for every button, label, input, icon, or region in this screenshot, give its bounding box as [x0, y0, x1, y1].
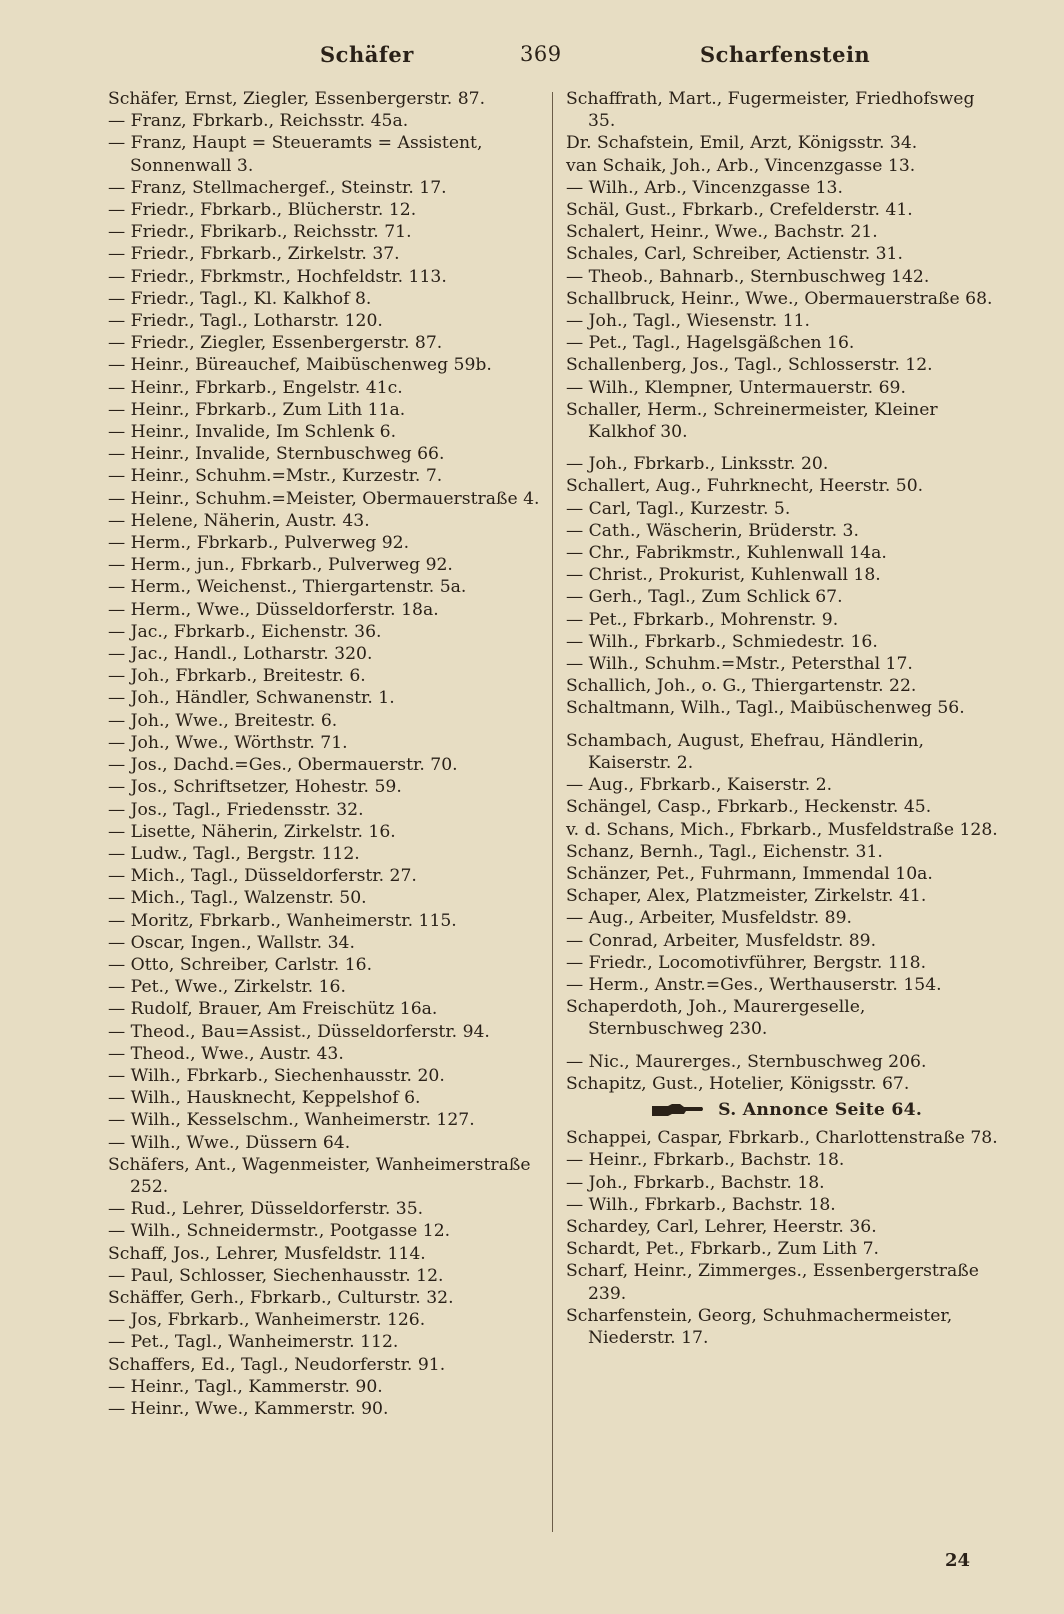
directory-entry: Schallenberg, Jos., Tagl., Schlosserstr. 12. — [566, 355, 933, 376]
header-right-word: Scharfenstein — [700, 42, 871, 67]
directory-entry: — Pet., Wwe., Zirkelstr. 16. — [108, 977, 346, 998]
directory-entry: — Conrad, Arbeiter, Musfeldstr. 89. — [566, 930, 877, 951]
directory-entry: Schaper, Alex, Platzmeister, Zirkelstr. 41. — [566, 886, 927, 907]
directory-entry: — Heinr., Tagl., Kammerstr. 90. — [108, 1376, 383, 1397]
directory-entry: — Joh., Wwe., Breitestr. 6. — [108, 710, 338, 731]
directory-entry: — Friedr., Fbrkarb., Blücherstr. 12. — [108, 200, 417, 221]
directory-entry: — Moritz, Fbrkarb., Wanheimerstr. 115. — [108, 910, 457, 931]
directory-entry: Schänzer, Pet., Fuhrmann, Immendal 10a. — [566, 863, 933, 884]
directory-entry: — Franz, Fbrkarb., Reichsstr. 45a. — [108, 111, 409, 132]
directory-entry: — Cath., Wäscherin, Brüderstr. 3. — [566, 520, 859, 541]
directory-entry: — Aug., Arbeiter, Musfeldstr. 89. — [566, 908, 852, 929]
directory-entry: — Heinr., Fbrkarb., Zum Lith 11a. — [108, 399, 406, 420]
directory-entry: — Paul, Schlosser, Siechenhausstr. 12. — [108, 1265, 444, 1286]
directory-entry: — Herm., jun., Fbrkarb., Pulverweg 92. — [108, 555, 453, 576]
pointing-hand-icon — [650, 1102, 704, 1118]
directory-entry: — Pet., Fbrkarb., Mohrenstr. 9. — [566, 609, 839, 630]
directory-entry: Schanz, Bernh., Tagl., Eichenstr. 31. — [566, 841, 883, 862]
directory-entry: — Rudolf, Brauer, Am Freischütz 16a. — [108, 999, 438, 1020]
directory-entry: — Otto, Schreiber, Carlstr. 16. — [108, 954, 373, 975]
directory-entry: — Jos., Schriftsetzer, Hohestr. 59. — [108, 777, 402, 798]
directory-entry: — Wilh., Arb., Vincenzgasse 13. — [566, 177, 843, 198]
directory-entry: — Pet., Tagl., Wanheimerstr. 112. — [108, 1332, 399, 1353]
column-divider — [552, 92, 553, 1532]
directory-entry: — Jos, Fbrkarb., Wanheimerstr. 126. — [108, 1310, 426, 1331]
directory-entry: — Joh., Wwe., Wörthstr. 71. — [108, 732, 348, 753]
directory-entry: — Christ., Prokurist, Kuhlenwall 18. — [566, 565, 881, 586]
directory-entry: — Wilh., Schneidermstr., Pootgasse 12. — [108, 1221, 451, 1242]
directory-entry: — Friedr., Locomotivführer, Bergstr. 118. — [566, 952, 927, 973]
directory-entry: Schardt, Pet., Fbrkarb., Zum Lith 7. — [566, 1239, 879, 1260]
directory-entry: — Mich., Tagl., Düsseldorferstr. 27. — [108, 866, 417, 887]
directory-entry: — Joh., Tagl., Wiesenstr. 11. — [566, 311, 811, 332]
directory-entry: — Friedr., Fbrkmstr., Hochfeldstr. 113. — [108, 266, 447, 287]
directory-entry: Schalert, Heinr., Wwe., Bachstr. 21. — [566, 222, 878, 243]
directory-entry: Schängel, Casp., Fbrkarb., Heckenstr. 45. — [566, 797, 932, 818]
directory-entry: — Lisette, Näherin, Zirkelstr. 16. — [108, 821, 396, 842]
directory-entry: — Jos., Dachd.=Ges., Obermauerstr. 70. — [108, 755, 458, 776]
directory-entry: — Wilh., Kesselschm., Wanheimerstr. 127. — [108, 1110, 475, 1131]
directory-entry: Scharfenstein, Georg, Schuhmachermeister, Niederstr. 17. — [566, 1305, 953, 1348]
directory-entry: v. d. Schans, Mich., Fbrkarb., Musfeldstraße 128. — [566, 819, 998, 840]
directory-entry: Schaperdoth, Joh., Maurergeselle, Sternbuschweg 230. — [566, 997, 866, 1040]
directory-entry: — Heinr., Schuhm.=Meister, Obermauerstraße 4. — [108, 488, 540, 509]
directory-entry: — Wilh., Wwe., Düssern 64. — [108, 1132, 351, 1153]
directory-entry: — Wilh., Fbrkarb., Schmiedestr. 16. — [566, 631, 878, 652]
entry-gap — [566, 1041, 1006, 1051]
directory-entry: — Herm., Wwe., Düsseldorferstr. 18a. — [108, 599, 439, 620]
directory-entry: — Joh., Fbrkarb., Bachstr. 18. — [566, 1172, 825, 1193]
entry-gap — [566, 720, 1006, 730]
header-left-word: Schäfer — [320, 42, 414, 67]
directory-entry: — Joh., Händler, Schwanenstr. 1. — [108, 688, 395, 709]
directory-entry: — Wilh., Fbrkarb., Siechenhausstr. 20. — [108, 1065, 445, 1086]
directory-entry: Schales, Carl, Schreiber, Actienstr. 31. — [566, 244, 903, 265]
directory-entry: — Ludw., Tagl., Bergstr. 112. — [108, 843, 360, 864]
directory-entry: — Theob., Bahnarb., Sternbuschweg 142. — [566, 266, 930, 287]
directory-entry: — Gerh., Tagl., Zum Schlick 67. — [566, 587, 843, 608]
directory-entry: — Heinr., Invalide, Im Schlenk 6. — [108, 422, 397, 443]
annonce-text: S. Annonce Seite 64. — [718, 1099, 923, 1120]
directory-entry: — Wilh., Klempner, Untermauerstr. 69. — [566, 377, 906, 398]
directory-entry: — Friedr., Tagl., Kl. Kalkhof 8. — [108, 288, 372, 309]
directory-entry: — Herm., Fbrkarb., Pulverweg 92. — [108, 533, 410, 554]
directory-entry: Scharf, Heinr., Zimmerges., Essenbergerstraße 239. — [566, 1261, 979, 1304]
directory-entry: — Helene, Näherin, Austr. 43. — [108, 510, 370, 531]
directory-entry: — Theod., Wwe., Austr. 43. — [108, 1043, 344, 1064]
annonce-note — [566, 1099, 1006, 1121]
directory-entry: — Friedr., Tagl., Lotharstr. 120. — [108, 311, 383, 332]
directory-entry: Schallbruck, Heinr., Wwe., Obermauerstraße 68. — [566, 288, 993, 309]
directory-entry: Schardey, Carl, Lehrer, Heerstr. 36. — [566, 1216, 877, 1237]
directory-entry: Schaffers, Ed., Tagl., Neudorferstr. 91. — [108, 1354, 446, 1375]
directory-entry: Schäffer, Gerh., Fbrkarb., Culturstr. 32. — [108, 1287, 454, 1308]
directory-entry: Schaffrath, Mart., Fugermeister, Friedhofsweg 35. — [566, 89, 975, 132]
right-column-entries-b — [566, 1127, 1006, 1349]
directory-entry: van Schaik, Joh., Arb., Vincenzgasse 13. — [566, 155, 916, 176]
directory-entry: Schäfers, Ant., Wagenmeister, Wanheimerstraße 252. — [108, 1154, 531, 1197]
page-number: 369 — [520, 42, 562, 66]
directory-entry: — Heinr., Fbrkarb., Engelstr. 41c. — [108, 377, 403, 398]
directory-entry: — Franz, Stellmachergef., Steinstr. 17. — [108, 177, 447, 198]
directory-entry: Schambach, August, Ehefrau, Händlerin, Kaiserstr. 2. — [566, 730, 924, 773]
directory-entry: — Heinr., Schuhm.=Mstr., Kurzestr. 7. — [108, 466, 443, 487]
directory-entry: — Jac., Fbrkarb., Eichenstr. 36. — [108, 621, 382, 642]
directory-entry: — Chr., Fabrikmstr., Kuhlenwall 14a. — [566, 543, 887, 564]
entry-gap — [566, 443, 1006, 453]
directory-entry: — Jos., Tagl., Friedensstr. 32. — [108, 799, 364, 820]
directory-entry: — Heinr., Wwe., Kammerstr. 90. — [108, 1398, 389, 1419]
directory-entry: Schaltmann, Wilh., Tagl., Maibüschenweg 56. — [566, 698, 965, 719]
directory-entry: — Oscar, Ingen., Wallstr. 34. — [108, 932, 355, 953]
directory-entry: — Wilh., Fbrkarb., Bachstr. 18. — [566, 1194, 836, 1215]
directory-entry: Schäl, Gust., Fbrkarb., Crefelderstr. 41. — [566, 200, 913, 221]
directory-entry: — Herm., Anstr.=Ges., Werthauserstr. 154. — [566, 974, 942, 995]
directory-entry: — Pet., Tagl., Hagelsgäßchen 16. — [566, 333, 855, 354]
directory-entry: — Friedr., Fbrikarb., Reichsstr. 71. — [108, 222, 412, 243]
directory-entry: — Aug., Fbrkarb., Kaiserstr. 2. — [566, 775, 833, 796]
right-column — [566, 88, 1006, 1349]
directory-entry: — Nic., Maurerges., Sternbuschweg 206. — [566, 1051, 927, 1072]
directory-entry: — Carl, Tagl., Kurzestr. 5. — [566, 498, 791, 519]
directory-entry: — Heinr., Invalide, Sternbuschweg 66. — [108, 444, 445, 465]
directory-entry: Schapitz, Gust., Hotelier, Königsstr. 67. — [566, 1073, 910, 1094]
directory-entry: — Heinr., Fbrkarb., Bachstr. 18. — [566, 1150, 845, 1171]
directory-entry: — Wilh., Schuhm.=Mstr., Petersthal 17. — [566, 654, 913, 675]
directory-entry: — Mich., Tagl., Walzenstr. 50. — [108, 888, 367, 909]
directory-entry: Schappei, Caspar, Fbrkarb., Charlottenstraße 78. — [566, 1128, 998, 1149]
directory-entry: — Theod., Bau=Assist., Düsseldorferstr. 94. — [108, 1021, 490, 1042]
directory-entry: — Joh., Fbrkarb., Breitestr. 6. — [108, 666, 366, 687]
directory-entry: Schallich, Joh., o. G., Thiergartenstr. 22. — [566, 676, 917, 697]
directory-entry: — Friedr., Fbrkarb., Zirkelstr. 37. — [108, 244, 400, 265]
signature-number: 24 — [945, 1550, 971, 1571]
right-column-entries-a — [566, 88, 1006, 1095]
directory-entry: — Jac., Handl., Lotharstr. 320. — [108, 644, 373, 665]
directory-entry: — Joh., Fbrkarb., Linksstr. 20. — [566, 454, 829, 475]
directory-entry: — Franz, Haupt = Steueramts = Assistent, Sonnenwall 3. — [108, 133, 483, 176]
directory-entry: Schäfer, Ernst, Ziegler, Essenbergerstr. 87. — [108, 89, 486, 109]
directory-entry: — Friedr., Ziegler, Essenbergerstr. 87. — [108, 333, 443, 354]
directory-entry: — Herm., Weichenst., Thiergartenstr. 5a. — [108, 577, 467, 598]
left-column — [108, 88, 544, 1420]
directory-entry: — Rud., Lehrer, Düsseldorferstr. 35. — [108, 1199, 424, 1220]
directory-entry: Schaller, Herm., Schreinermeister, Kleiner Kalkhof 30. — [566, 399, 938, 443]
directory-entry: Dr. Schafstein, Emil, Arzt, Königsstr. 34. — [566, 133, 918, 154]
directory-entry: — Heinr., Büreauchef, Maibüschenweg 59b. — [108, 355, 492, 376]
directory-entry: Schaff, Jos., Lehrer, Musfeldstr. 114. — [108, 1243, 426, 1264]
directory-entry: — Wilh., Hausknecht, Keppelshof 6. — [108, 1088, 421, 1109]
directory-entry: Schallert, Aug., Fuhrknecht, Heerstr. 50. — [566, 476, 924, 497]
